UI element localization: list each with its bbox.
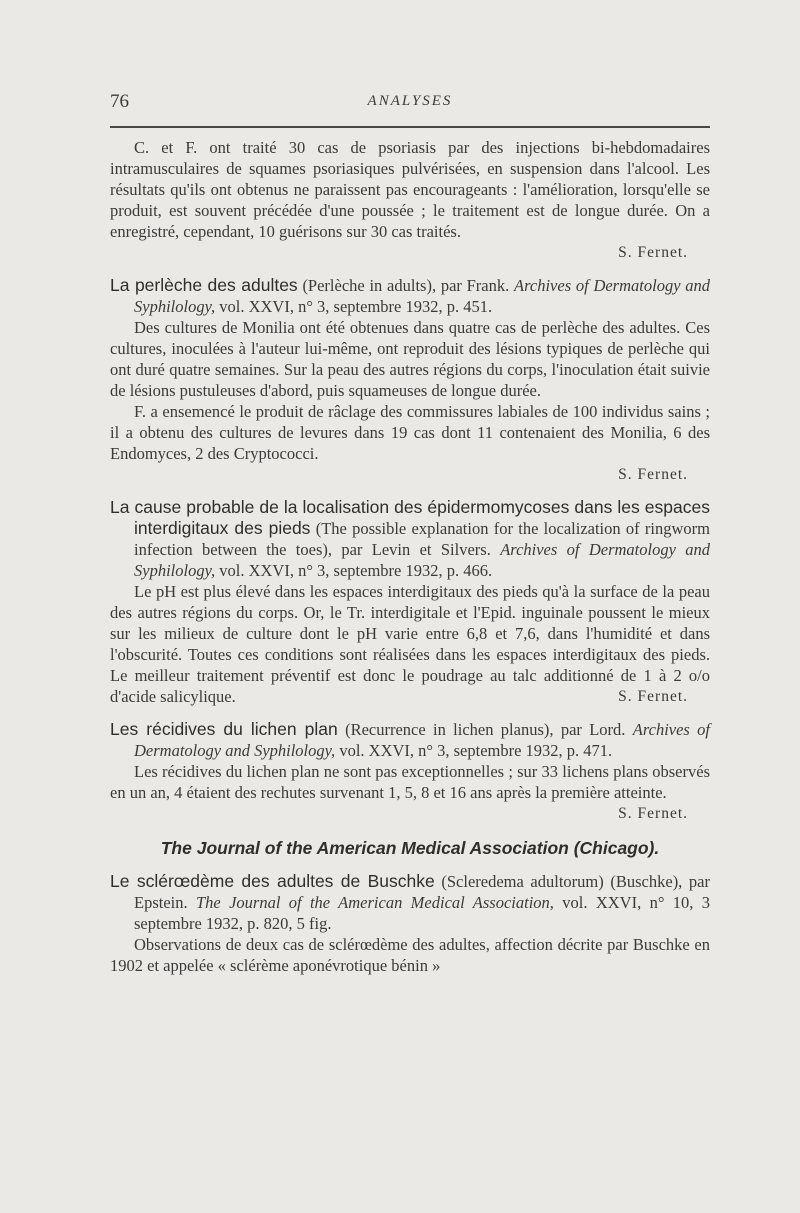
entry-lichen-header xyxy=(110,719,710,761)
header-rule xyxy=(110,126,710,128)
entry-details: (Recurrence in lichen planus), par Lord. xyxy=(345,720,626,739)
entry-reference-tail: vol. XXVI, n° 3, septembre 1932, p. 471. xyxy=(339,741,613,760)
entry-scleroedeme-para: Observations de deux cas de sclérœdème des adultes, affection décrite par Buschke en 1902 et appelée « sclérème aponévrotique bénin » xyxy=(110,935,710,975)
page-header xyxy=(110,91,710,117)
entry-title: La cause probable de la localisation des épidermomycoses dans les espaces interdigitaux des pieds xyxy=(110,497,710,538)
entry-reference-tail: vol. XXVI, n° 3, septembre 1932, p. 466. xyxy=(219,561,493,580)
entry-perleche-para-2: F. a ensemencé le produit de râclage des commissures labiales de 100 individus sains ; il a obtenu des cultures de levures dans 19 cas dont 11 contenaient des Monilia, 6 des Endomyces, 2 des Cryptococci. xyxy=(110,402,710,463)
intro-signature: S. Fernet. xyxy=(618,244,688,261)
entry-epidermomycoses-signature: S. Fernet. xyxy=(618,688,688,705)
intro-paragraph: C. et F. ont traité 30 cas de psoriasis par des injections bi-hebdomadaires intramusculaires de squames psoriasiques pulvérisées, en suspension dans l'alcool. Les résultats qu'ils ont obtenus ne paraissent pas encourageants : l'amélioration, lorsqu'elle se produit, est souvent précédée d'une poussée ; le traitement est de longue durée. On a enregistré, cependant, 10 guérisons sur 30 cas traités. xyxy=(110,138,710,241)
entry-title: La perlèche des adultes xyxy=(110,275,298,295)
entry-reference: The Journal of the American Medical Association, xyxy=(195,893,554,912)
entry-reference-tail: vol. XXVI, n° 3, septembre 1932, p. 451. xyxy=(219,297,493,316)
entry-details: (Perlèche in adults), par Frank. xyxy=(302,276,510,295)
entry-epidermomycoses-header xyxy=(110,497,710,581)
entry-reference: Archives of Dermatology and Syphilology, xyxy=(134,540,710,580)
entry-title: Le sclérœdème des adultes de Buschke xyxy=(110,871,435,891)
entry-paragraph-text: Les récidives du lichen plan ne sont pas exceptionnelles ; sur 33 lichens plans observés en un an, 4 étaient des rechutes survenant 1, 5, 8 et 16 ans après la première atteinte. xyxy=(110,762,710,802)
running-title: ANALYSES xyxy=(367,93,453,109)
entry-perleche-para-1: Des cultures de Monilia ont été obtenues dans quatre cas de perlèche des adultes. Ces cultures, inoculées à l'auteur lui-même, ont reproduit des lésions typiques de perlèche qui ont duré quatre semaines. Sur la peau des autres régions du corps, l'inoculation était suivie de lésions pustuleuses d'abord, puis squameuses de longue durée. xyxy=(110,318,710,400)
entry-lichen-signature: S. Fernet. xyxy=(618,805,688,822)
entry-paragraph-text: Le pH est plus élevé dans les espaces interdigitaux des pieds qu'à la surface de la peau des autres régions du corps. Or, le Tr. interdigitale et l'Epid. inguinale poussent le mieux sur les milieux de culture dont le pH varie entre 6,8 et 7,6, dans l'humidité et dans l'obscurité. Toutes ces conditions sont réalisées dans les espaces interdigitaux des pieds. Le meilleur traitement préventif est donc le poudrage au talc additionné de 1 à 2 o/o d'acide salicylique. xyxy=(110,582,710,706)
entry-reference: Archives of Dermatology and Syphilology, xyxy=(134,720,710,760)
entry-reference-tail: vol. XXVI, n° 10, 3 septembre 1932, p. 820, 5 fig. xyxy=(134,893,710,933)
journal-heading: The Journal of the American Medical Association (Chicago). xyxy=(160,838,660,858)
entry-epidermomycoses-para xyxy=(110,581,710,707)
entry-perleche-signature: S. Fernet. xyxy=(618,466,688,483)
entry-title: Les récidives du lichen plan xyxy=(110,719,338,739)
entry-details: (Scleredema adultorum) (Buschke), par Epstein. xyxy=(134,872,710,912)
entry-scleroedeme-header xyxy=(110,871,710,934)
entry-lichen-para xyxy=(110,761,710,822)
page-number: 76 xyxy=(110,91,129,112)
entry-reference: Archives of Dermatology and Syphilology, xyxy=(134,276,711,316)
entry-details: (The possible explanation for the localization of ringworm infection between the toes), par Levin et Silvers. xyxy=(134,519,711,559)
page-content xyxy=(110,137,710,976)
entry-perleche-header xyxy=(110,275,710,317)
